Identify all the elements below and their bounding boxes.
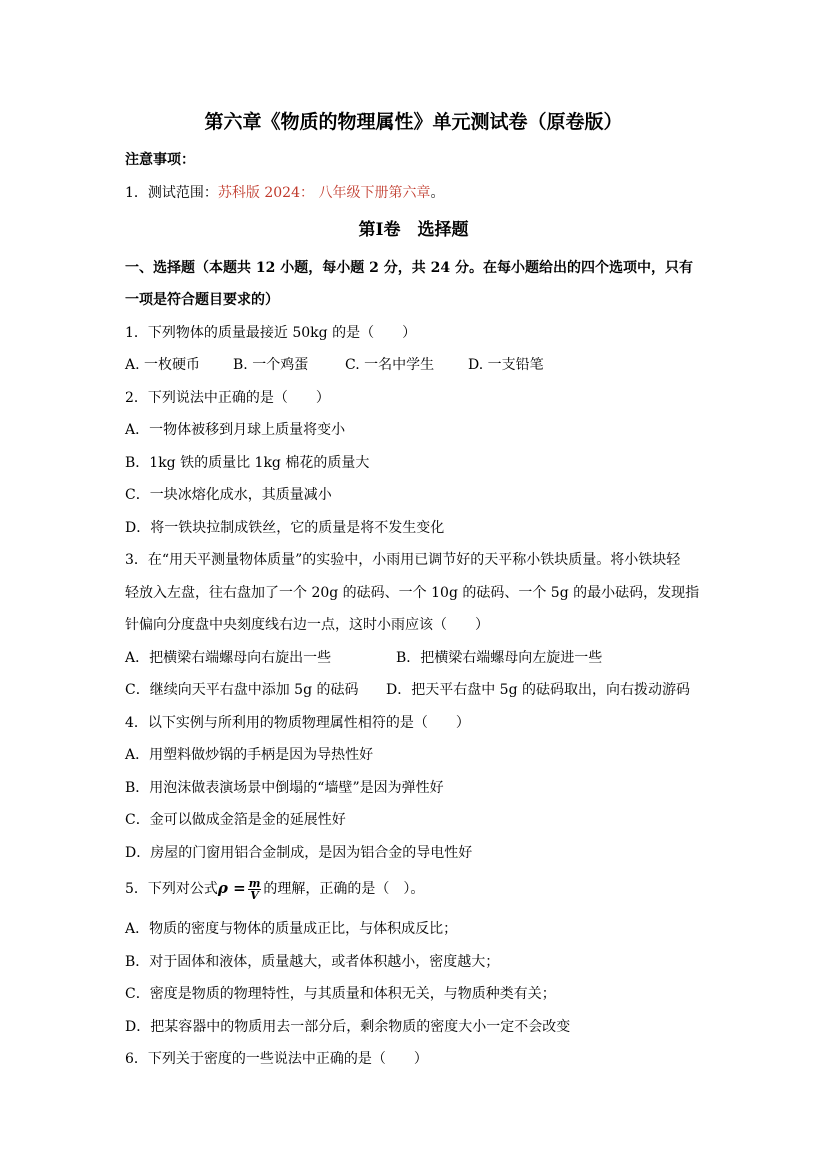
question-1-option-c: C. 一名中学生 <box>345 357 435 373</box>
question-4-option-d: D．房屋的门窗用铝合金制成，是因为铝合金的导电性好 <box>125 845 473 861</box>
question-4-option-c: C．金可以做成金箔是金的延展性好 <box>125 812 346 828</box>
question-1-option-d: D. 一支铅笔 <box>468 357 544 373</box>
question-5-stem <box>125 876 424 901</box>
question-4-option-a: A．用塑料做炒锅的手柄是因为导热性好 <box>125 747 374 763</box>
question-1-stem: 1．下列物体的质量最接近 50kg 的是（ ） <box>125 325 417 341</box>
question-2-option-a: A．一物体被移到月球上质量将变小 <box>125 422 346 438</box>
question-6-stem: 6．下列关于密度的一些说法中正确的是（ ） <box>125 1051 428 1067</box>
question-4-stem: 4．以下实例与所利用的物质物理属性相符的是（ ） <box>125 715 470 731</box>
notice-heading: 注意事项： <box>125 152 195 168</box>
part-1-instructions-line1: 一、选择题（本题共 12 小题，每小题 2 分，共 24 分。在每小题给出的四个选项中，只有 <box>125 260 693 276</box>
question-5-stem-prefix: 5．下列对公式 <box>125 881 218 897</box>
question-3-stem-line1: 3．在“用天平测量物体质量”的实验中，小雨用已调节好的天平称小铁块质量。将小铁块轻 <box>125 552 681 568</box>
notice-item-1-prefix: 1．测试范围： <box>125 185 218 201</box>
question-3-option-b: B．把横梁右端螺母向左旋进一些 <box>396 650 603 666</box>
question-2-option-d: D．将一铁块拉制成铁丝，它的质量是将不发生变化 <box>125 520 445 536</box>
test-scope: 苏科版 2024： 八年级下册第六章 <box>217 185 431 201</box>
question-2-stem: 2．下列说法中正确的是（ ） <box>125 390 330 406</box>
question-1-option-b: B. 一个鸡蛋 <box>233 357 309 373</box>
question-3-option-d: D．把天平右盘中 5g 的砝码取出，向右拨动游码 <box>386 682 690 698</box>
density-formula-fraction <box>248 878 262 901</box>
question-5-option-d: D．把某容器中的物质用去一部分后，剩余物质的密度大小一定不会改变 <box>125 1019 571 1035</box>
question-5-option-c: C．密度是物质的物理特性，与其质量和体积无关，与物质种类有关； <box>125 986 556 1002</box>
formula-denominator: V <box>250 888 259 902</box>
question-2-option-c: C．一块冰熔化成水，其质量减小 <box>125 487 332 503</box>
question-3-stem-line2: 轻放入左盘，往右盘加了一个 20g 的砝码、一个 10g 的砝码、一个 5g 的最小砝码，发现指 <box>125 585 700 601</box>
notice-item-1 <box>125 184 444 202</box>
question-1-option-a: A. 一枚硬币 <box>125 357 201 373</box>
question-4-option-b: B．用泡沫做表演场景中倒塌的“墙壁”是因为弹性好 <box>125 780 444 796</box>
formula-numerator: m <box>248 876 261 890</box>
question-5-option-a: A．物质的密度与物体的质量成正比，与体积成反比； <box>125 921 458 937</box>
question-2-option-b: B．1kg 铁的质量比 1kg 棉花的质量大 <box>125 455 370 471</box>
question-5-option-b: B．对于固体和液体，质量越大，或者体积越小，密度越大； <box>125 954 500 970</box>
question-3-option-c: C．继续向天平右盘中添加 5g 的砝码 <box>125 682 359 698</box>
question-3-option-a: A．把横梁右端螺母向右旋出一些 <box>125 650 332 666</box>
document-title: 第六章《物质的物理属性》单元测试卷（原卷版） <box>204 111 623 133</box>
question-5-stem-suffix: 的理解，正确的是（ ）。 <box>263 881 425 897</box>
notice-item-1-suffix: 。 <box>430 185 445 201</box>
section-title: 第Ⅰ卷 选择题 <box>358 220 469 240</box>
part-1-instructions-line2: 一项是符合题目要求的） <box>125 292 279 308</box>
question-3-stem-line3: 针偏向分度盘中央刻度线右边一点，这时小雨应该（ ） <box>125 617 489 633</box>
density-formula-lhs: ρ = <box>217 879 246 897</box>
